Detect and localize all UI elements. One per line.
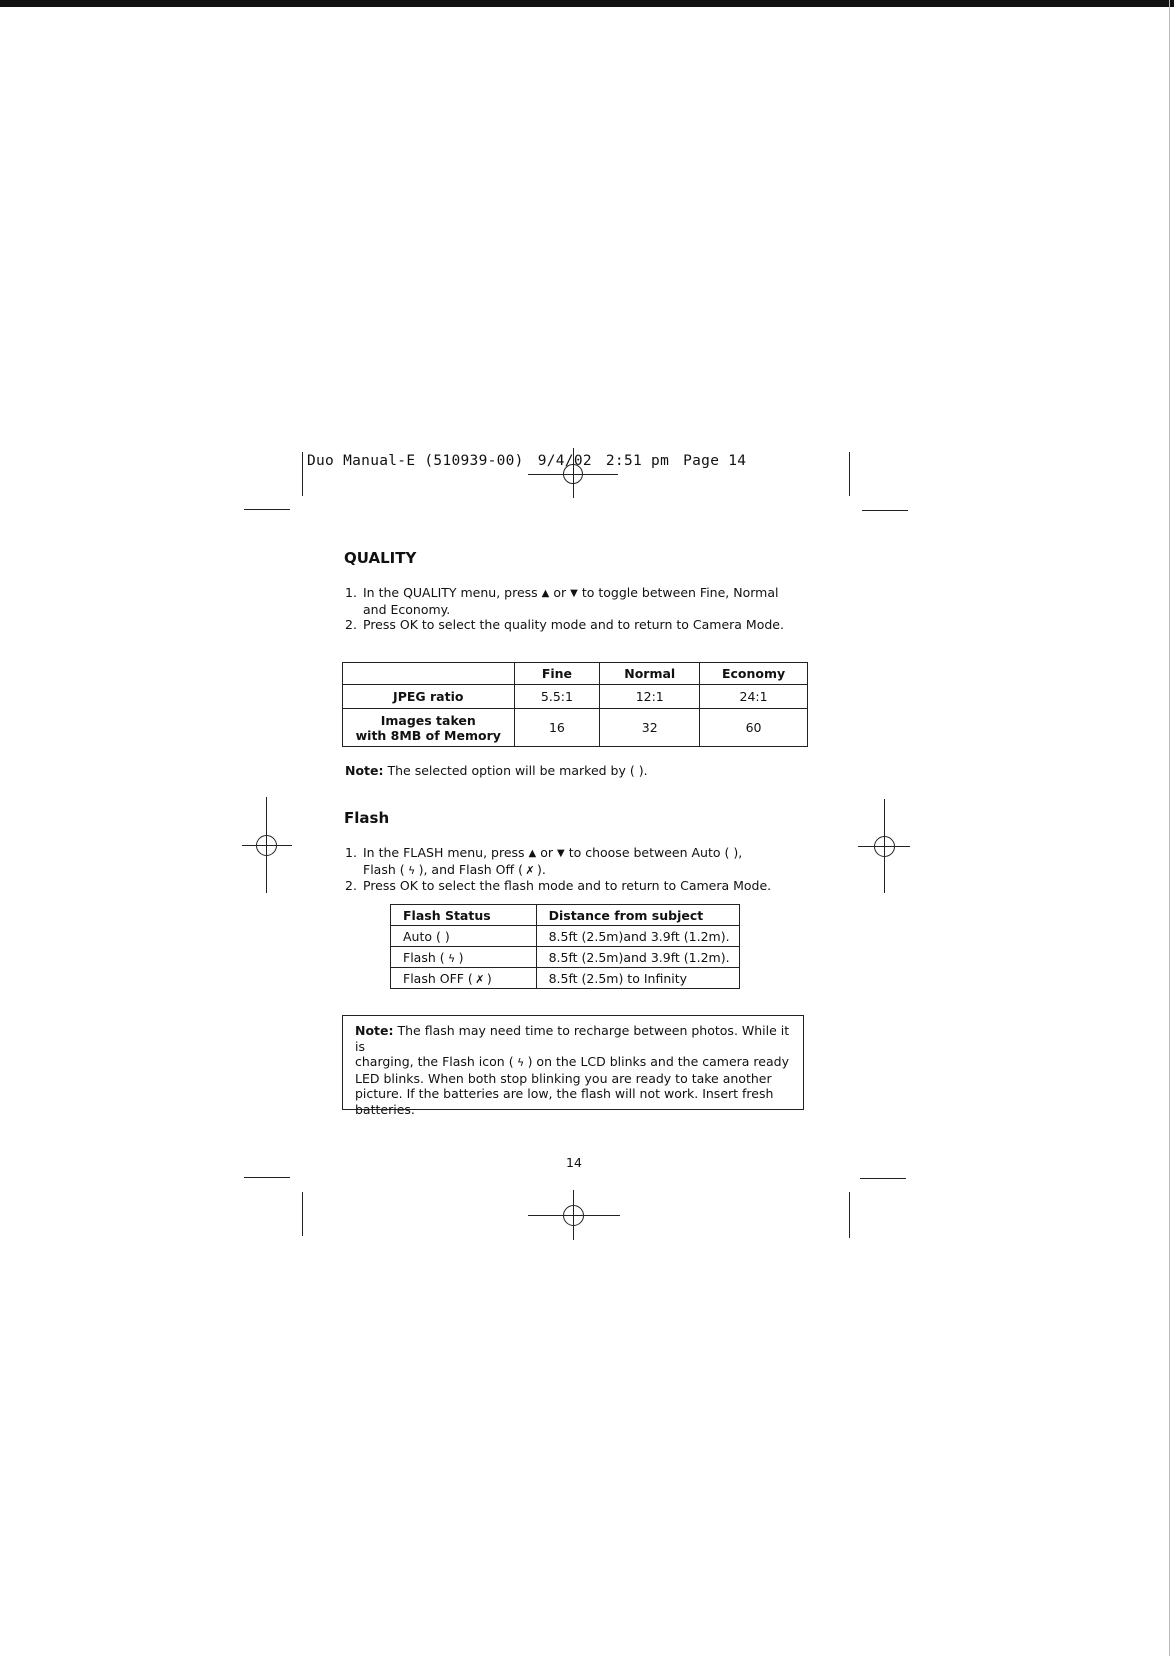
step-text: ), and Flash Off ( bbox=[418, 861, 523, 877]
crop-mark bbox=[860, 1178, 906, 1179]
table-row bbox=[343, 685, 808, 709]
top-scan-edge bbox=[0, 0, 1174, 7]
row-label-line: Images taken bbox=[380, 712, 476, 728]
down-triangle-icon: ▼ bbox=[570, 588, 578, 599]
quality-table bbox=[342, 662, 808, 747]
row-label-line: with 8MB of Memory bbox=[355, 727, 501, 743]
step-text: Flash ( bbox=[363, 861, 405, 877]
step-text: In the FLASH menu, press bbox=[363, 845, 525, 860]
quality-heading: QUALITY bbox=[344, 549, 417, 567]
up-triangle-icon: ▲ bbox=[541, 588, 550, 599]
registration-mark bbox=[528, 1190, 620, 1240]
step-text: Press OK to select the flash mode and to return to Camera Mode. bbox=[363, 878, 772, 893]
step-number: 1. bbox=[345, 845, 357, 860]
status-text: ) bbox=[486, 970, 492, 986]
registration-mark bbox=[858, 799, 910, 893]
note-label: Note: bbox=[355, 1023, 394, 1038]
list-item bbox=[345, 617, 815, 633]
table-header-cell: Distance from subject bbox=[536, 905, 739, 926]
step-text: In the QUALITY menu, press bbox=[363, 585, 538, 600]
step-number: 2. bbox=[345, 878, 357, 893]
table-cell: 24:1 bbox=[700, 685, 808, 709]
print-slug bbox=[307, 453, 760, 469]
crop-mark bbox=[302, 452, 303, 496]
step-text: or bbox=[540, 845, 554, 860]
quality-steps bbox=[345, 585, 815, 633]
status-text: ) bbox=[458, 949, 464, 965]
table-row bbox=[391, 905, 740, 926]
quality-note bbox=[345, 763, 648, 779]
note-text: batteries. bbox=[355, 1101, 415, 1117]
flash-steps bbox=[345, 845, 815, 894]
note-text: The selected option will be marked by ( ). bbox=[387, 763, 648, 778]
status-text: Flash OFF ( bbox=[403, 970, 473, 986]
up-triangle-icon: ▲ bbox=[528, 848, 537, 859]
note-text: ) on the LCD blinks and the camera ready bbox=[527, 1054, 789, 1069]
right-scan-edge bbox=[1169, 0, 1170, 1656]
slug-document: Duo Manual-E (510939-00) bbox=[307, 453, 524, 469]
note-text: The flash may need time to recharge between photos. While it is bbox=[355, 1023, 790, 1054]
list-item bbox=[345, 878, 815, 894]
note-text: picture. If the batteries are low, the flash will not work. Insert fresh bbox=[355, 1086, 774, 1101]
slug-page: Page 14 bbox=[683, 453, 747, 469]
table-cell: 8.5ft (2.5m) to Infinity bbox=[536, 968, 739, 989]
table-row bbox=[391, 968, 740, 989]
crop-mark bbox=[849, 1192, 850, 1238]
table-header-cell bbox=[343, 663, 515, 685]
table-cell: 5.5:1 bbox=[514, 685, 600, 709]
row-label bbox=[343, 709, 515, 747]
flash-table bbox=[390, 904, 740, 989]
table-row bbox=[391, 926, 740, 947]
registration-mark bbox=[242, 797, 292, 893]
flash-bolt-icon: ϟ bbox=[407, 863, 416, 877]
down-triangle-icon: ▼ bbox=[557, 848, 565, 859]
crop-mark bbox=[849, 452, 850, 496]
table-cell: 8.5ft (2.5m)and 3.9ft (1.2m). bbox=[536, 926, 739, 947]
flash-note-box bbox=[342, 1015, 804, 1117]
table-cell bbox=[391, 968, 537, 989]
table-row bbox=[391, 947, 740, 968]
table-cell bbox=[391, 947, 537, 968]
table-header-cell: Fine bbox=[514, 663, 600, 685]
note-text: charging, the Flash icon ( bbox=[355, 1054, 514, 1069]
flash-bolt-icon: ϟ bbox=[447, 951, 456, 965]
slug-time: 2:51 pm bbox=[605, 453, 670, 469]
crop-mark bbox=[302, 1192, 303, 1236]
step-number: 2. bbox=[345, 617, 357, 632]
step-number: 1. bbox=[345, 585, 357, 600]
flash-heading: Flash bbox=[344, 809, 390, 827]
step-text: and Economy. bbox=[363, 601, 451, 617]
list-item bbox=[345, 585, 815, 617]
step-text: ). bbox=[536, 861, 546, 877]
flash-off-icon: ✗ bbox=[525, 863, 535, 877]
table-cell: 12:1 bbox=[600, 685, 700, 709]
table-cell: 16 bbox=[514, 709, 600, 747]
step-text: or bbox=[553, 585, 567, 600]
table-header-cell: Flash Status bbox=[391, 905, 537, 926]
status-text: Flash ( bbox=[403, 949, 445, 965]
step-text: to choose between Auto ( ), bbox=[568, 845, 743, 860]
note-label: Note: bbox=[345, 763, 384, 778]
table-row bbox=[343, 663, 808, 685]
slug-date: 9/4/02 bbox=[537, 453, 592, 469]
row-label: JPEG ratio bbox=[343, 685, 515, 709]
table-cell: 60 bbox=[700, 709, 808, 747]
list-item bbox=[345, 845, 815, 878]
page-number: 14 bbox=[566, 1155, 582, 1170]
table-row bbox=[343, 709, 808, 747]
table-header-cell: Normal bbox=[600, 663, 700, 685]
step-text: to toggle between Fine, Normal bbox=[581, 585, 779, 600]
note-text: LED blinks. When both stop blinking you are ready to take another bbox=[355, 1070, 772, 1086]
table-cell: Auto ( ) bbox=[391, 926, 537, 947]
table-cell: 8.5ft (2.5m)and 3.9ft (1.2m). bbox=[536, 947, 739, 968]
flash-off-icon: ✗ bbox=[475, 972, 485, 986]
crop-mark bbox=[244, 1177, 290, 1178]
table-cell: 32 bbox=[600, 709, 700, 747]
flash-bolt-icon: ϟ bbox=[516, 1056, 525, 1069]
crop-mark bbox=[862, 510, 908, 511]
table-header-cell: Economy bbox=[700, 663, 808, 685]
step-text: Press OK to select the quality mode and to return to Camera Mode. bbox=[363, 617, 784, 632]
crop-mark bbox=[244, 509, 290, 510]
